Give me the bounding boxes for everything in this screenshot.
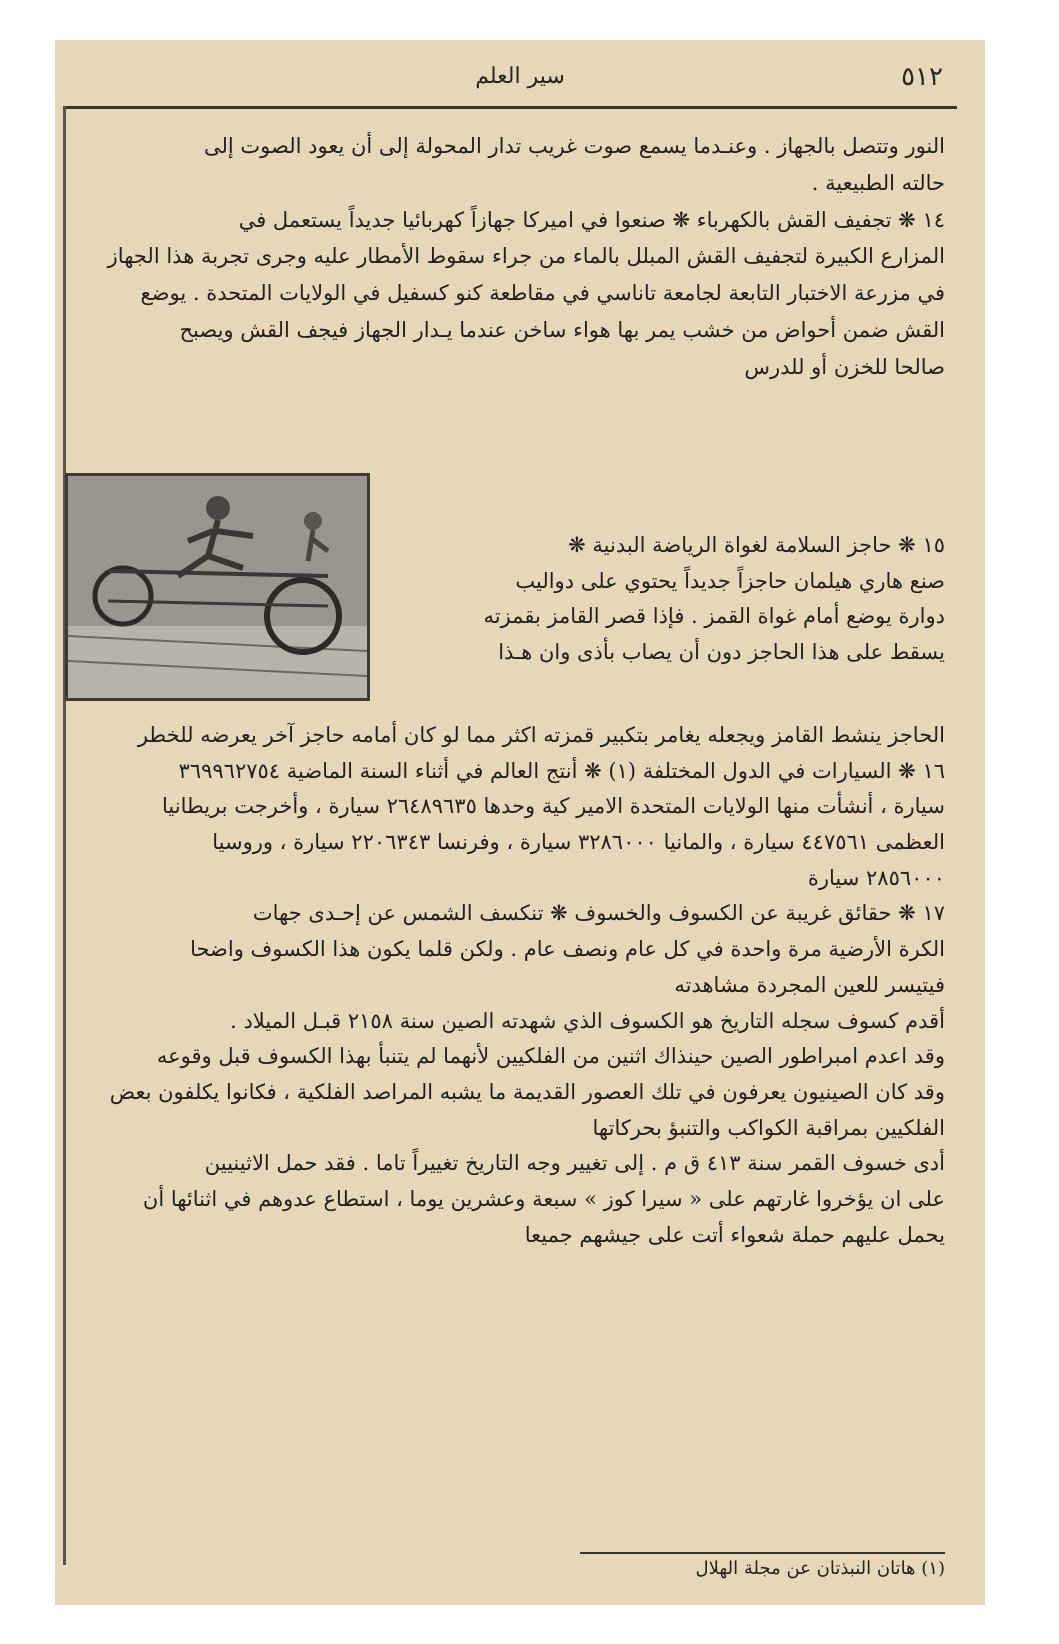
text-line: العظمى ٤٤٧٥٦١ سيارة ، والمانيا ٣٢٨٦٠٠٠ سيارة ، وفرنسا ٢٢٠٦٣٤٣ سيارة ، وروسيا	[212, 830, 945, 855]
text-line: الكرة الأرضية مرة واحدة في كل عام ونصف عام . ولكن قلما يكون هذا الكسوف واضحا	[190, 937, 945, 962]
header-rule	[65, 106, 957, 109]
text-line: دوارة يوضع أمام غواة القمز . فإذا قصر القامز بقمزته	[483, 604, 945, 629]
body-lower	[65, 718, 945, 1253]
text-line: يحمل عليهم حملة شعواء أتت على جيشهم جميعا	[524, 1222, 945, 1247]
text-line: ١٧ ❋ حقائق غريبة عن الكسوف والخسوف ❋ تنكسف الشمس عن إحـدى جهات	[252, 901, 945, 926]
text-line: أدى خسوف القمر سنة ٤١٣ ق م . إلى تغيير وجه التاريخ تغييراً تاما . فقد حمل الاثينيين	[204, 1151, 945, 1176]
text-line: يسقط على هذا الحاجز دون أن يصاب بأذى وان هـذا	[498, 640, 945, 665]
text-line: سيارة ، أنشأت منها الولايات المتحدة الامير كية وحدها ٢٦٤٨٩٦٣٥ سيارة ، وأخرجت بريطانيا	[162, 794, 945, 819]
text-line: فيتيسر للعين المجردة مشاهدته	[674, 972, 945, 997]
athlete-hurdle-image	[65, 473, 370, 701]
text-line: وقد اعدم امبراطور الصين حينذاك اثنين من الفلكيين لأنهما لم يتنبأ بهذا الكسوف قبل وقوعه	[156, 1044, 945, 1069]
text-line: على ان يؤخروا غارتهم على « سيرا كوز » سبعة وعشرين يوما ، استطاع عدوهم في اثنائها أن	[142, 1186, 945, 1211]
text-line: القش ضمن أحواض من خشب يمر بها هواء ساخن عندما يـدار الجهاز فيجف القش ويصبح	[179, 317, 945, 342]
text-line: في مزرعة الاختبار التابعة لجامعة تاناسي في مقاطعة كنو كسفيل في الولايات المتحدة . يوضع	[140, 281, 945, 305]
text-line: المزارع الكبيرة لتجفيف القش المبلل بالماء من جراء سقوط الأمطار عليه وجرى تجربة هذا الجهاز	[107, 244, 945, 269]
text-line: ٢٨٥٦٠٠٠ سيارة	[807, 865, 945, 890]
footnote: (١) هاتان النبذتان عن مجلة الهلال	[695, 1558, 945, 1579]
text-line: ١٤ ❋ تجفيف القش بالكهرباء ❋ صنعوا في اميركا جهازاً كهربائيا جديداً يستعمل في	[238, 207, 945, 232]
text-line: الحاجز ينشط القامز ويجعله يغامر بتكبير قمزته اكثر مما لو كان أمامه حاجز آخر يعرضه للخطر	[137, 723, 945, 747]
text-line: صنع هاري هيلمان حاجزاً جديداً يحتوي على دواليب	[515, 568, 945, 593]
text-line: صالحا للخزن أو للدرس	[744, 354, 945, 379]
running-title: سير العلم	[475, 64, 565, 89]
item15-block	[400, 528, 945, 671]
page-number: ٥١٢	[901, 62, 943, 92]
book-page	[55, 40, 985, 1605]
text-line: وقد كان الصينيون يعرفون في تلك العصور القديمة ما يشبه المراصد الفلكية ، فكانوا يكلفون بعض	[109, 1079, 945, 1104]
text-line: الفلكيين بمراقبة الكواكب والتنبؤ بحركاتها	[592, 1115, 945, 1140]
text-line: ١٦ ❋ السيارات في الدول المختلفة (١) ❋ أنتج العالم في أثناء السنة الماضية ٣٦٩٩٦٢٧٥٤	[178, 758, 945, 783]
text-line: النور وتتصل بالجهاز . وعنـدما يسمع صوت غريب تدار المحولة إلى أن يعود الصوت إلى	[204, 134, 945, 158]
page-header	[55, 62, 985, 102]
body-upper	[65, 128, 945, 385]
footnote-rule	[580, 1552, 945, 1554]
hurdle-illustration-icon	[68, 476, 367, 698]
text-line: أقدم كسوف سجله التاريخ هو الكسوف الذي شهدته الصين سنة ٢١٥٨ قبـل الميلاد .	[230, 1008, 945, 1033]
text-line: حالته الطبيعية .	[811, 170, 945, 195]
item15-heading: ١٥ ❋ حاجز السلامة لغواة الرياضة البدنية ❋	[568, 533, 945, 557]
